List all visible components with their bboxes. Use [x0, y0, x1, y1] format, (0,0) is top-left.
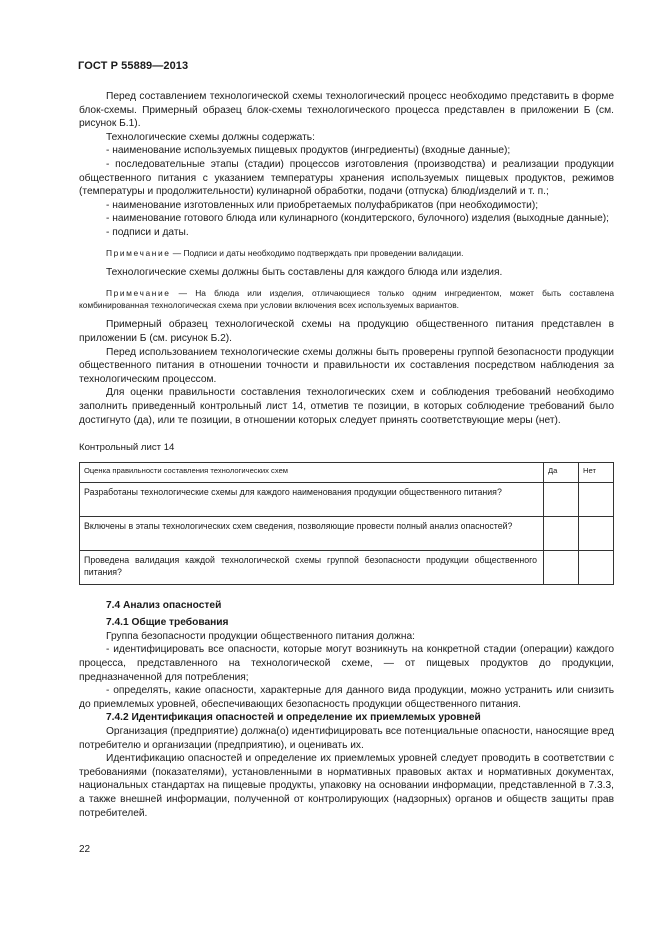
- no-cell: [579, 516, 614, 550]
- list-item: - наименование изготовленных или приобретаемых полуфабрикатов (при необходимости);: [106, 199, 539, 211]
- list-item: - наименование используемых пищевых продуктов (ингредиенты) (входные данные);: [106, 145, 511, 157]
- list-item: - наименование готового блюда или кулинарного (кондитерского, булочного) изделия (выходные данные);: [106, 213, 609, 225]
- note-label: Примечание: [106, 287, 171, 298]
- note-text: — На блюда или изделия, отличающиеся только одним ингредиентом, может быть составлена комбинированная технологическая схема при условии включения всех используемых вариантов.: [79, 287, 614, 310]
- page-number: 22: [79, 844, 91, 855]
- yes-cell: [544, 550, 579, 584]
- document-header: ГОСТ Р 55889—2013: [78, 60, 189, 72]
- note-text: — Подписи и даты необходимо подтверждать при проведении валидации.: [170, 247, 464, 258]
- list-item: - идентифицировать все опасности, которые могут возникнуть на конкретной стадии (операции) каждого процесса, представленного на технологической схеме, — от пищевых продуктов до продукции, предназначенной для потребления;: [79, 644, 614, 683]
- paragraph: Идентификацию опасностей и определение их приемлемых уровней следует проводить в соответствии с требованиями (показателями), установленными в нормативных правовых актах и нормативных документах, национальных стандартах на пищевые продукты, упаковку на основании информации, представленной в 7.3.3, а также внешней информации, полученной от контролирующих (надзорных) органов и обществ защиты прав потребителей.: [79, 753, 614, 819]
- yes-cell: [544, 482, 579, 516]
- section-title: 7.4 Анализ опасностей: [106, 599, 222, 611]
- paragraph: Для оценки правильности составления технологических схем и соблюдения требований необходимо заполнить приведенный контрольный лист 14, отметив те позиции, в которых соблюдение требований было достигнуто (да), или те позиции, в отношении которых следует принять соответствующие меры (нет).: [79, 387, 614, 426]
- table-row: [80, 516, 614, 550]
- checklist-question: Проведена валидация каждой технологической схемы группой безопасности продукции общественного питания?: [80, 550, 544, 584]
- table-row: [80, 550, 614, 584]
- paragraph: Технологические схемы должны быть составлены для каждого блюда или изделия.: [106, 266, 503, 278]
- note-label: Примечание: [106, 247, 171, 258]
- no-header: Нет: [579, 462, 614, 482]
- table-row: [80, 482, 614, 516]
- document-body: [79, 90, 614, 820]
- no-cell: [579, 482, 614, 516]
- yes-header: Да: [544, 462, 579, 482]
- subsection-title: 7.4.1 Общие требования: [106, 617, 229, 629]
- list-item: - определять, какие опасности, характерные для данного вида продукции, можно устранить или снизить до приемлемых уровней, обеспечивающих безопасность продукции общественного питания.: [79, 685, 614, 710]
- no-cell: [579, 550, 614, 584]
- table-header-row: [80, 462, 614, 482]
- subsection-title: 7.4.2 Идентификация опасностей и определение их приемлемых уровней: [106, 712, 481, 724]
- note: [79, 247, 614, 259]
- yes-cell: [544, 516, 579, 550]
- paragraph: Группа безопасности продукции общественного питания должна:: [106, 630, 415, 642]
- checklist-table: [79, 462, 614, 585]
- list-item: - последовательные этапы (стадии) процессов изготовления (производства) и реализации продукции общественного питания с указанием температуры хранения используемых пищевых продуктов, режимов (температуры и продолжительности) кулинарной обработки, подачи (отпуска) блюд/изделий и т. п.;: [79, 158, 614, 198]
- checklist-caption: Контрольный лист 14: [79, 442, 175, 454]
- paragraph: Перед составлением технологической схемы технологический процесс необходимо представить в форме блок-схемы. Примерный образец блок-схемы технологического процесса представлен в приложении Б (см. рисунок Б.1).: [79, 91, 614, 130]
- paragraph: Организация (предприятие) должна(о) идентифицировать все потенциальные опасности, наносящие вред потребителю и организации (предприятию), и оценивать их.: [79, 726, 614, 751]
- checklist-question: Включены в этапы технологических схем сведения, позволяющие провести полный анализ опасностей?: [80, 516, 544, 550]
- paragraph: Перед использованием технологические схемы должны быть проверены группой безопасности продукции общественного питания в отношении точности и правильности их составления посредством наблюдения за технологическим процессом.: [79, 346, 614, 385]
- list-item: - подписи и даты.: [106, 226, 189, 238]
- note: [79, 287, 614, 312]
- checklist-question: Разработаны технологические схемы для каждого наименования продукции общественного питания?: [80, 482, 544, 516]
- criterion-header: Оценка правильности составления технологических схем: [80, 462, 544, 482]
- paragraph: Технологические схемы должны содержать:: [106, 131, 315, 143]
- paragraph: Примерный образец технологической схемы на продукцию общественного питания представлен в приложении Б (см. рисунок Б.2).: [79, 319, 614, 344]
